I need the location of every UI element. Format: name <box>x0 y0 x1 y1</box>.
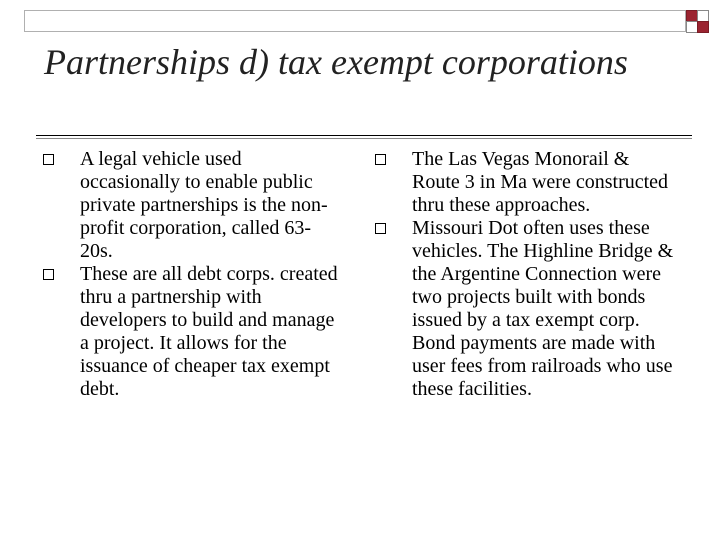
square-bullet-icon <box>43 154 54 165</box>
bullet-item <box>372 217 682 401</box>
left-column <box>40 148 340 401</box>
bullet-item <box>372 148 682 217</box>
title-divider-shadow <box>36 138 692 139</box>
slide-title: Partnerships d) tax exempt corporations <box>44 42 628 82</box>
square-bullet-icon <box>375 154 386 165</box>
bullet-text: A legal vehicle used occasionally to enable public private partnerships is the non- profit corporation, called 63-20s. <box>80 148 328 262</box>
right-column <box>372 148 682 401</box>
bullet-item <box>40 263 340 401</box>
title-divider <box>36 135 692 136</box>
square-bullet-icon <box>375 223 386 234</box>
bullet-text: These are all debt corps. created thru a partnership with developers to build and manage a project. It allows for the issuance of cheaper tax exempt debt. <box>80 263 338 400</box>
slide-header-band <box>24 10 686 32</box>
square-bullet-icon <box>43 269 54 280</box>
bullet-text: The Las Vegas Monorail & Route 3 in Ma were constructed thru these approaches. <box>412 148 669 216</box>
decor-square-dark <box>697 21 709 33</box>
bullet-text: Missouri Dot often uses these vehicles. The Highline Bridge & the Argentine Connection were two projects built with bonds issued by a tax exempt corp. Bond payments are made with user fees from railroads who use these facilities. <box>412 217 674 400</box>
bullet-item <box>40 148 340 263</box>
